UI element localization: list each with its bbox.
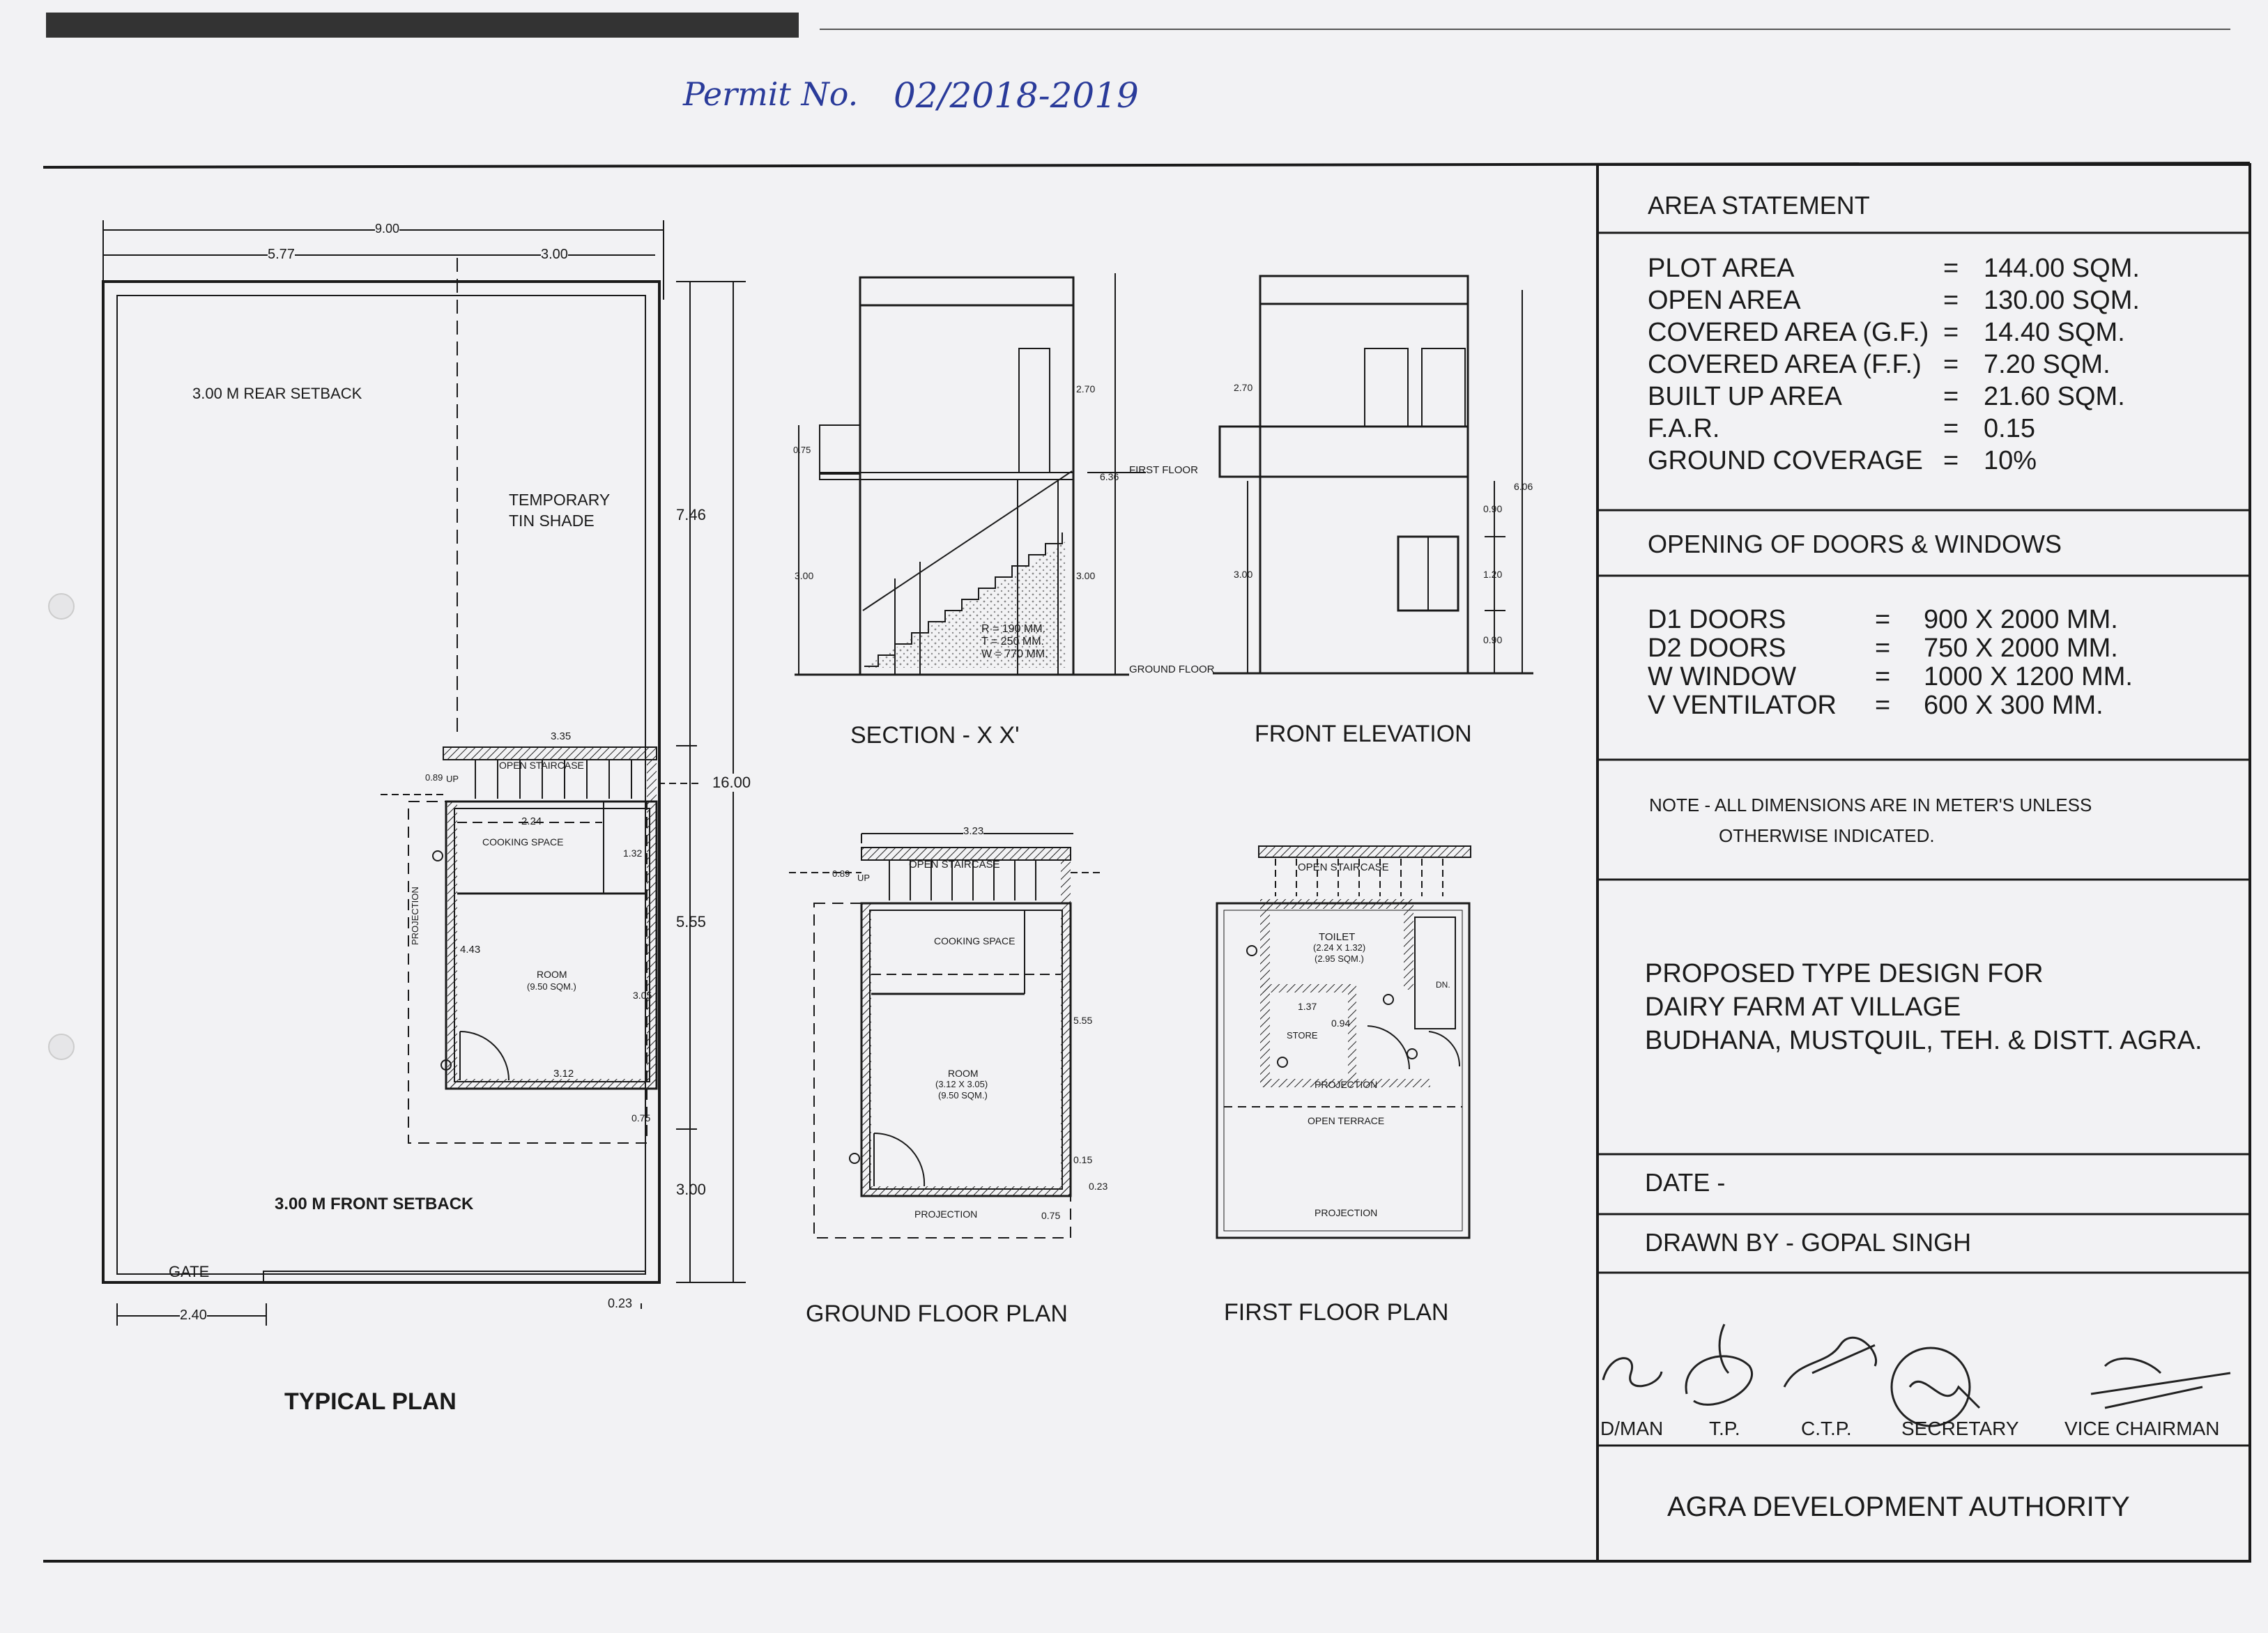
tin-shade-label-1: TEMPORARY (509, 491, 611, 509)
gf-cooking-space-label: COOKING SPACE (934, 935, 1016, 946)
drawn-by-label: DRAWN BY - GOPAL SINGH (1645, 1228, 1972, 1257)
opening-row-value: 750 X 2000 MM. (1924, 634, 2118, 663)
typical-up-label: UP (446, 774, 459, 784)
ff-dim-store-depth: 0.94 (1331, 1018, 1351, 1029)
area-row-eq: = (1943, 318, 1959, 347)
gf-open-staircase-label: OPEN STAIRCASE (909, 859, 1000, 871)
authority-name: AGRA DEVELOPMENT AUTHORITY (1667, 1492, 2130, 1522)
typical-room-label: ROOM (537, 969, 567, 980)
opening-row-label: W WINDOW (1648, 662, 1797, 691)
opening-row-label: D2 DOORS (1648, 634, 1786, 663)
typical-cooking-space-label: COOKING SPACE (482, 836, 564, 848)
gf-room-size: (3.12 X 3.05) (935, 1079, 988, 1089)
area-row-label: OPEN AREA (1648, 286, 1801, 315)
opening-row-value: 600 X 300 MM. (1924, 691, 2104, 720)
signatory-vice-chairman: VICE CHAIRMAN (2064, 1418, 2220, 1439)
proposal-line-3: BUDHANA, MUSTQUIL, TEH. & DISTT. AGRA. (1645, 1026, 2202, 1055)
section-dim-parapet: 0.75 (793, 445, 811, 455)
dim-front-depth: 3.00 (676, 1181, 706, 1198)
gf-projection-label: PROJECTION (914, 1209, 978, 1220)
area-row-value: 0.15 (1984, 414, 2035, 443)
opening-row-eq: = (1875, 605, 1891, 634)
section-dim-lower-left: 3.00 (795, 570, 814, 581)
signatory-tp: T.P. (1709, 1418, 1740, 1439)
area-row-value: 14.40 SQM. (1984, 318, 2125, 347)
opening-row-eq: = (1875, 662, 1891, 691)
typical-projection-label: PROJECTION (410, 887, 420, 945)
stair-tread: T = 250 MM. (981, 636, 1044, 647)
proposal-line-1: PROPOSED TYPE DESIGN FOR (1645, 959, 2044, 988)
ff-open-terrace-label: OPEN TERRACE (1308, 1115, 1385, 1126)
area-row-value: 21.60 SQM. (1984, 382, 2125, 411)
elevation-dim-overall: 6.06 (1514, 481, 1533, 492)
ff-projection-label: PROJECTION (1315, 1079, 1378, 1090)
dim-kitchen-width: 2.24 (521, 815, 542, 827)
area-row-label: BUILT UP AREA (1648, 382, 1842, 411)
proposal-line-2: DAIRY FARM AT VILLAGE (1645, 992, 1961, 1022)
area-row-label: GROUND COVERAGE (1648, 446, 1923, 475)
area-row-eq: = (1943, 446, 1959, 475)
gf-dim-wall: 0.23 (1089, 1181, 1108, 1192)
front-elevation-title: FRONT ELEVATION (1255, 721, 1472, 747)
signatures (1603, 1324, 2230, 1426)
elevation-dim-upper: 2.70 (1234, 382, 1253, 393)
area-row-eq: = (1943, 382, 1959, 411)
signatory-ctp: C.T.P. (1801, 1418, 1852, 1439)
dim-kitchen-depth: 1.32 (623, 848, 643, 859)
ff-dim-store-width: 1.37 (1298, 1001, 1317, 1012)
front-elevation-drawing (1213, 276, 1533, 673)
dim-projection: 0.75 (631, 1112, 651, 1124)
area-row-eq: = (1943, 350, 1959, 379)
permit-number: 02/2018-2019 (894, 75, 1139, 116)
dim-total-depth: 16.00 (712, 774, 751, 791)
gf-dim-width: 3.23 (963, 825, 984, 837)
dim-room-depth: 4.43 (460, 944, 481, 956)
tin-shade-label-2: TIN SHADE (509, 512, 595, 530)
gate-label: GATE (169, 1263, 210, 1280)
ff-store-label: STORE (1287, 1030, 1318, 1041)
dim-mid-depth: 5.55 (676, 913, 706, 930)
gf-up-label: UP (857, 873, 871, 883)
gf-room-label: ROOM (948, 1068, 979, 1079)
area-row-eq: = (1943, 414, 1959, 443)
binder-hole-top (49, 594, 74, 619)
ff-toilet-area: (2.95 SQM.) (1315, 953, 1364, 964)
typical-plan-title: TYPICAL PLAN (284, 1388, 457, 1415)
gf-dim-projection: 0.75 (1041, 1210, 1061, 1221)
opening-row-value: 900 X 2000 MM. (1924, 605, 2118, 634)
note-line-2: OTHERWISE INDICATED. (1719, 825, 1935, 846)
gf-dim-depth: 5.55 (1073, 1015, 1093, 1026)
first-floor-drawing (1217, 846, 1471, 1238)
dim-right-width: 3.00 (541, 247, 568, 262)
rear-setback-label: 3.00 M REAR SETBACK (192, 385, 362, 402)
gf-room-area: (9.50 SQM.) (938, 1090, 988, 1101)
front-setback-label: 3.00 M FRONT SETBACK (275, 1195, 474, 1213)
ff-toilet-label: TOILET (1319, 931, 1356, 943)
area-statement-title: AREA STATEMENT (1648, 191, 1870, 220)
dim-left-width: 5.77 (268, 247, 295, 262)
area-row-eq: = (1943, 286, 1959, 315)
opening-row-eq: = (1875, 691, 1891, 720)
permit-label: Permit No. (683, 75, 859, 113)
ff-toilet-size: (2.24 X 1.32) (1313, 942, 1366, 953)
ff-dn-label: DN. (1436, 980, 1450, 990)
date-label: DATE - (1645, 1168, 1726, 1197)
dim-overall-width: 9.00 (375, 222, 400, 236)
ff-open-staircase-label: OPEN STAIRCASE (1298, 861, 1389, 873)
area-row-value: 7.20 SQM. (1984, 350, 2110, 379)
opening-row-label: D1 DOORS (1648, 605, 1786, 634)
signatory-dman: D/MAN (1600, 1418, 1664, 1439)
dim-landing: 0.89 (425, 772, 443, 783)
elevation-dim-window: 1.20 (1483, 569, 1503, 580)
openings-title: OPENING OF DOORS & WINDOWS (1648, 530, 2062, 558)
section-first-floor: FIRST FLOOR (1129, 464, 1198, 476)
area-row-label: COVERED AREA (F.F.) (1648, 350, 1922, 379)
area-row-label: PLOT AREA (1648, 254, 1795, 283)
ff-projection-bottom-label: PROJECTION (1315, 1207, 1378, 1218)
gf-dim-offset: 0.15 (1073, 1154, 1093, 1165)
signatory-secretary: SECRETARY (1901, 1418, 2019, 1439)
dim-gate-width: 2.40 (180, 1308, 207, 1323)
area-row-value: 10% (1984, 446, 2037, 475)
elevation-dim-lower: 3.00 (1234, 569, 1253, 580)
typical-room-area: (9.50 SQM.) (527, 981, 576, 992)
opening-row-value: 1000 X 1200 MM. (1924, 662, 2133, 691)
dim-room-side: 3.05 (633, 990, 652, 1001)
section-drawing (795, 273, 1146, 675)
dim-wall: 0.23 (608, 1296, 633, 1310)
ground-floor-title: GROUND FLOOR PLAN (806, 1301, 1068, 1327)
area-row-label: F.A.R. (1648, 414, 1720, 443)
area-row-eq: = (1943, 254, 1959, 283)
elevation-dim-sill-bottom: 0.90 (1483, 634, 1503, 645)
section-ground-floor: GROUND FLOOR (1129, 664, 1215, 675)
ground-floor-drawing (789, 834, 1101, 1238)
area-row-label: COVERED AREA (G.F.) (1648, 318, 1929, 347)
binder-hole-bottom (49, 1034, 74, 1059)
first-floor-title: FIRST FLOOR PLAN (1224, 1299, 1449, 1326)
gf-dim-landing: 0.89 (832, 868, 850, 879)
stair-width: W = 770 MM. (981, 648, 1048, 660)
area-row-value: 130.00 SQM. (1984, 286, 2140, 315)
scan-edge-band (46, 13, 799, 38)
dim-rear-depth: 7.46 (676, 506, 706, 523)
stair-riser: R = 190 MM. (981, 623, 1046, 635)
section-title: SECTION - X X' (850, 722, 1020, 749)
note-line-1: NOTE - ALL DIMENSIONS ARE IN METER'S UNLESS (1649, 795, 2092, 815)
section-dim-upper: 2.70 (1076, 383, 1096, 394)
opening-row-eq: = (1875, 634, 1891, 663)
area-row-value: 144.00 SQM. (1984, 254, 2140, 283)
elevation-dim-sill-top: 0.90 (1483, 503, 1503, 514)
typical-open-staircase-label: OPEN STAIRCASE (499, 760, 584, 771)
dim-stair-width: 3.35 (551, 730, 572, 742)
opening-row-label: V VENTILATOR (1648, 691, 1837, 720)
section-dim-overall: 6.36 (1100, 471, 1119, 482)
dim-room-width: 3.12 (553, 1068, 574, 1080)
section-dim-lower-right: 3.00 (1076, 570, 1096, 581)
